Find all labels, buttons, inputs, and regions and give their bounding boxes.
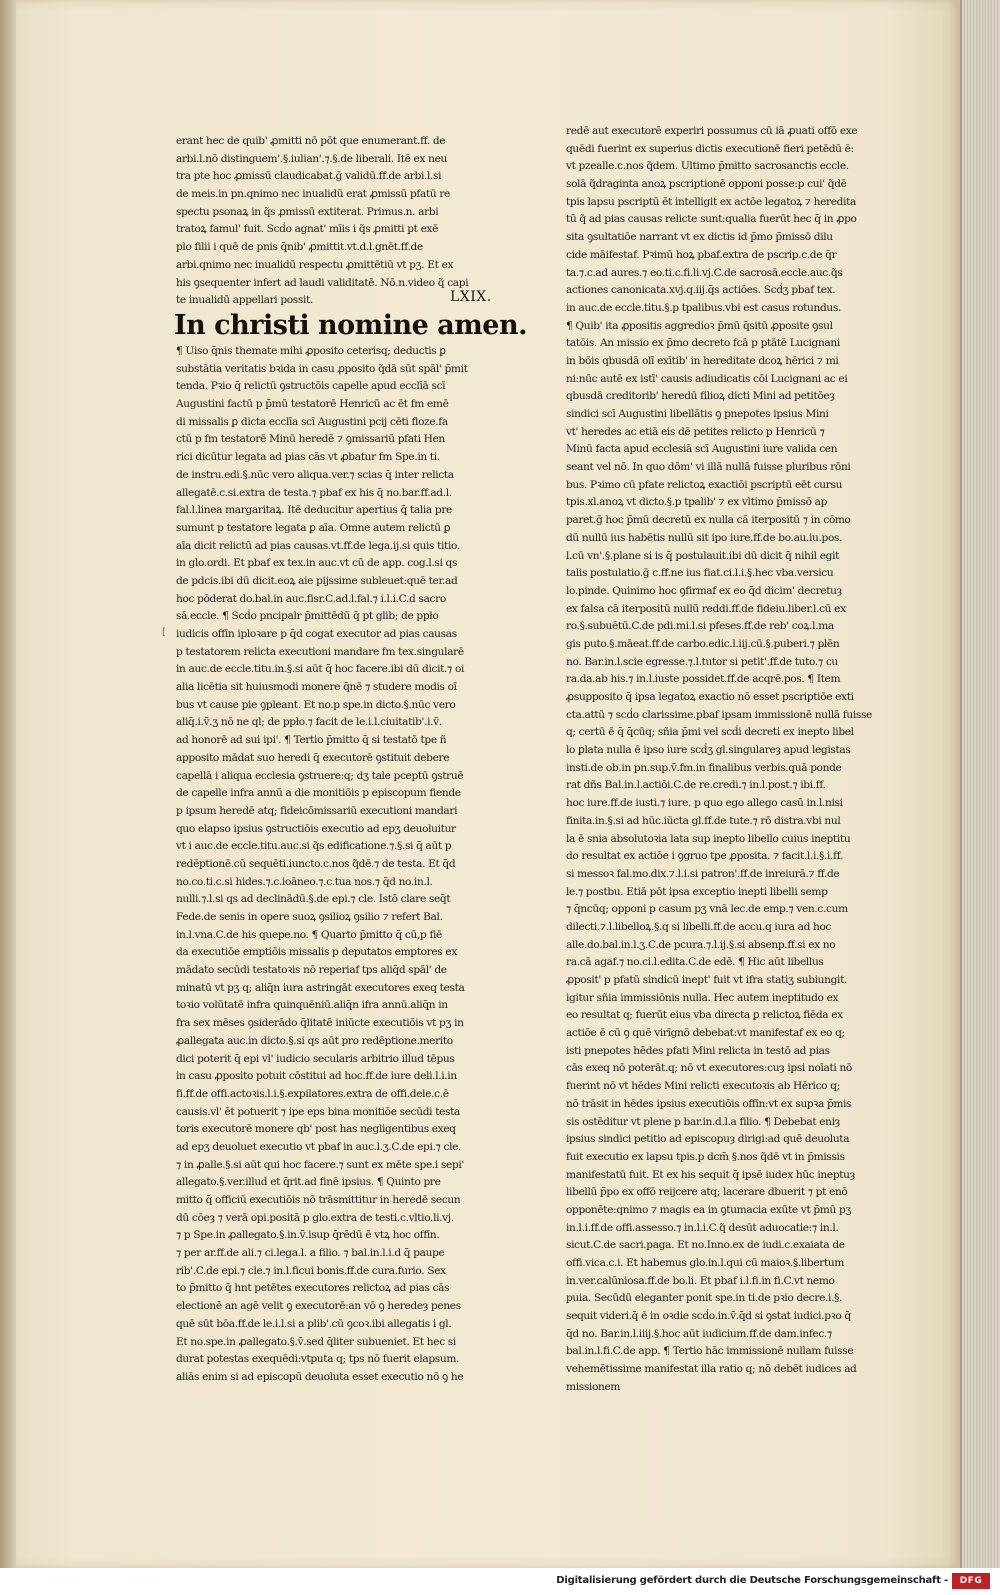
text-line: mādato secūdi testatoꝛis nō reperiaf tps aliq̄d spāl' de [176, 964, 447, 977]
text-line: finita.in.§.si ad hūc.iūcta gl.ff.de tute.⁊ rō distra.vbi nul [566, 814, 841, 827]
text-line: iudicis offīn iploꝛare p q̄d cogat executor ad pias causas [176, 628, 457, 640]
text-line: lo ꝑlata nulla ē ipso iure scḋʒ gl.singulareȝ apud legistas [566, 744, 851, 757]
text-line: in bōis qbusdā olī exītib' in hereditate dcoꝝ hērici ⁊ mi [566, 354, 839, 367]
text-line: ipsius sindici petitio ad episcopuȝ dirigi:ad quē deuoluta [566, 1133, 850, 1146]
text-line: in auc.de eccle.titu.in.§.si aūt q̄ hoc facere.ibi dū dicit.⁊ oi [176, 663, 465, 676]
text-line: sindici scī Augustini libellātis ꝯ pnepotes ipsius Mini [566, 408, 829, 420]
text-line: toꝛio volūtatē infra quinquēniū.aliq̄n ifra annū.aliq̄n in [176, 999, 448, 1012]
text-line: ctū p fm testatorē Minū heredē ⁊ ꝯmissariū pfati Hen [176, 433, 445, 446]
text-line: vt i auc.de eccle.titu.auc.si q̃s edificatione.⁊.§.si q̄ aūt p [176, 840, 452, 853]
text-line: dū nullū ius habētis nullū sit ipo iure.ff.de bo.au.iu.pos. [566, 531, 843, 544]
text-line: his ꝯsequenter infert ad laudi validitatē. Nō.n.video q̃ capi [176, 276, 469, 289]
text-line: nō trāsit in hēdes ipsius executiōis offīn:vt ex supꝛa p̄mis [566, 1097, 852, 1110]
section-heading: In christi nomine amen. [174, 310, 527, 341]
text-line: insti.de ob.in pn.sup.v̄.fm.in finalibus verbis.quā ponde [566, 761, 842, 774]
page-stack-right [960, 0, 1000, 1568]
text-line: causis.vl' ēt potuerit ⁊ ipe eps bina monitiōe secūdi testa [176, 1105, 460, 1118]
text-line: actiones canonicata.xvj.q.iij.q̄s actiōes. Scḋʒ pbaf tex. [566, 284, 836, 297]
text-line: gis puto.§.māeat.ff.de carbo.edic.l.iij.cū.§.puberi.⁊ plēn [566, 637, 840, 650]
text-line: p testatorem relicta executioni mandare fm tex.singularē [176, 645, 464, 658]
text-line: sis ostēditur vt plene p bar.in.d.l.a filio. ¶ Debebat eniȝ [566, 1115, 840, 1128]
text-line: ni:nūc autē ex istī' causis adiudicatis cōi Lucignani ac ei [566, 372, 848, 385]
text-line: Et no.spe.in ꝓallegato.§.v̄.sed q̄liter subueniet. Et hec si [176, 1335, 456, 1348]
text-line: ꝓallegata auc.in dicto.§.si qs aūt pro redēptione.merito [176, 1034, 453, 1047]
text-line: ꝓposit' p pfatū sindicū inept' fuit vt ifra statiʒ subiungit. [566, 974, 848, 986]
text-line: te inualidū appellari possit. [176, 294, 313, 307]
text-line: di missalis ꝑ dicta ecclīa scī Augustini pcij cēti floze.fa [176, 415, 448, 428]
text-line: paret.ḡ hoc p̄mū decretū ex nulla cā iterpositū ⁊ in cōmo [566, 514, 851, 527]
text-line: ¶ Quib' ita ꝓpositis aggredioꝛ p̄mū q̄sitū ꝓposite ꝯsul [566, 319, 833, 332]
text-line: lo.pinde. Quinimo hoc ꝯfirmaf ex eo q̄d dicim' decretuȝ [566, 584, 842, 597]
text-line: eo resultat q; fuerūt eius vba directa ꝑ relictoꝝ fiēda ex [566, 1009, 843, 1022]
text-line: arbi.qnimo nec inualidū respectu ꝓmittētiū vt pʒ. Et ex [176, 258, 454, 271]
text-line: plo filii i quē de pnis q̄nib' ꝓmittit.vt.d.l.gnēt.ff.de [176, 241, 423, 254]
text-line: ¶ Uiso q̄nis themate mihi ꝓposito ceterisq; deductis ꝑ [176, 345, 446, 357]
text-line: Fede.de senis in opere suoꝝ ꝯsilioꝝ ꝯsilio ⁊ refert Bal. [176, 911, 443, 923]
text-line: aliq̄.i.v̄.ʒ nō ne ql; de ppło.⁊ facit de le.i.l.ciuitatib'.i.v̄. [176, 716, 442, 729]
text-line: ꝓsupposito q̄ ipsa legatoꝝ exactio nō esset pscriptiōe exti [566, 691, 854, 703]
text-line: alle.do.bal.in.l.ʒ.C.de pcura.⁊.l.ij.§.si absenp.ff.si ex no [566, 938, 836, 951]
text-line: rib'.C.de epi.⁊ cle.⁊ in.l.ficui bonis.ff.de cura.furio. Sex [176, 1264, 446, 1277]
text-line: allegatē.c.si.extra de testa.⁊ pbaf ex his q̄ no.bar.ff.ad.l. [176, 486, 452, 499]
text-line: tratoꝝ famul' fuit. Scḋo agnat' mīis i q̃s ꝓmitti pt exē [176, 223, 439, 236]
text-line: fuit executio ex lapsu tpis.p dcm̄ §.nos q̃dē vt in p̄missis [566, 1150, 845, 1163]
text-line: seant vel nō. In quo dōm' vi illā nullā fuisse pluribus rōni [566, 461, 851, 474]
text-line: talis postulatio.ḡ c.ff.ne ius fiat.ci.l.i.§.hec vba.versicu [566, 567, 834, 580]
text-line: capellā i aliqua ecclesia ꝯstruere:q; dʒ tale pceptū ꝯstruē [176, 769, 464, 782]
text-line: fi.ff.de offi.actoꝛis.l.i.§.expilatores.extra de offi.dele.c.ē [176, 1087, 449, 1100]
text-line: dū cōeȝ ⁊ verā opi.positā p glo.extra de testi.c.vltio.li.vj. [176, 1211, 454, 1224]
text-line: de pdcis.ibi dū dicit.eoꝝ aie pijssime subleuet:quē ter.ad [176, 574, 458, 587]
text-line: hoc iure.ff.de iusti.⁊ iure. p quo ego allego casū in.l.nisi [566, 797, 843, 810]
text-line: toris executorē monere qb' post has negligentibus exeq [176, 1123, 456, 1136]
text-line: tpis.xl.anoꝝ vt dicto.§.p tpalib' ⁊ ex vltimo p̄missō ap [566, 496, 828, 509]
text-line: si messoꝛ fal.mo.dix.⁊.l.i.si patron'.ff.de inreiurā.⁊ ff.de [566, 867, 840, 880]
text-line: minatū vt pʒ q; aliq̄n iura astringāt executores exeq testa [176, 981, 465, 994]
text-line: sequit videri.q̄ ē in oꝛdie scḋo.in.v̄.q̄d si ꝯstat iudici.pꝛo q̄ [566, 1310, 851, 1323]
text-line: ro.§.subuētū.C.de pdi.mi.l.si pfeses.ff.de reb' coꝝ.l.ma [566, 620, 834, 633]
text-line: fal.l.linea margaritaꝝ. Itē deducitur apertius q̄ talia pre [176, 504, 452, 517]
text-line: quo elapso ipsius ꝯstructiōis executio ad epʒ deuoluitur [176, 822, 456, 835]
text-line: p ipsum heredē atq; fideicōmissariū executioni mandari [176, 804, 458, 817]
text-line: sumunt p testatore legata ꝑ aīa. Omne autem relictū ꝑ [176, 521, 451, 534]
text-line: durat potestas exequēdi:vtputa q; tps nō fuerit elapsum. [176, 1353, 460, 1366]
text-line: allegato.§.ver.illud et q̄rit.ad finē ipsius. ¶ Quinto pre [176, 1176, 441, 1189]
text-line: apposito mādat suo heredi q̄ executorē ꝯstituit debere [176, 751, 450, 764]
left-column-body-text [176, 343, 514, 1387]
text-line: qbusdā creditorib' heredū filioꝝ dicti Mini ad petitōeȝ [566, 390, 835, 403]
text-line: tatōis. An missio ex p̄mo decreto fcā p ptātē Lucignani [566, 337, 840, 350]
text-line: redē aut executorē experiri possumus cū iā ꝓuati offō exe [566, 125, 858, 137]
marginal-mark: [ [162, 627, 166, 638]
text-line: cās exeq nō poterāt.q; nō vt executores:cuȝ ipsi noīati nō [566, 1062, 852, 1075]
text-line: nulli.⁊.l.si qs ad declinādū.§.de epi.⁊ cle. Istō clare seq̄t [176, 893, 451, 906]
text-line: in.l.i.ff.de offi.assesso.⁊ in.l.i.C.q̃ desūt aduocatie:⁊ in.l. [566, 1221, 839, 1234]
text-line: ad honorē ad sui ipi'. ¶ Tertio p̄mitto q̄ si testatō tpe ñ [176, 734, 447, 747]
text-line: sita ꝯsultatiōe narrant vt ex dictis id p̄mo p̄missō dilu [566, 231, 833, 244]
right-column-text [566, 123, 906, 1397]
text-line: to p̄mitto q̄ hnt petētes executores relictoꝝ ad pias cās [176, 1282, 450, 1295]
text-line: vt' heredes ac etiā eis dē petites relicto p Henricū ⁊ [566, 425, 825, 438]
text-line: isti pnepotes hēdes pfati Mini relicta in testō ad pias [566, 1044, 830, 1057]
text-line: cide māifestaf. Pꝛimū hoꝝ pbaf.extra de pscrip.c.de q̄r [566, 248, 837, 261]
text-line: dici poterit q̄ epi vl' iudicio secularis arbitrio illud tēpus [176, 1052, 455, 1065]
text-line: tpis lapsu pscriptū ēt intelligit ex actōe legatoꝝ ⁊ heredita [566, 195, 857, 208]
folio-number: LXIX. [450, 289, 492, 305]
text-line: Augustini factū p p̄mū testatorē Henricū ac ēt fm emē [176, 398, 449, 411]
text-line: igitur sñia immissiōnis nulla. Hec autem ineptitudo ex [566, 991, 839, 1004]
text-line: de capelle infra annū a die monitiōis p episcopum fiende [176, 787, 461, 800]
footer-credit: Digitalisierung gefördert durch die Deutsche Forschungsgemeinschaft - [556, 1575, 948, 1586]
left-column-top-text [176, 133, 514, 310]
text-line: redēptionē.cū sequēti.iuncto.c.nos q̃dē.⁊ de testa. Et q̄d [176, 857, 456, 870]
text-line: no.co.ti.c.si hides.⁊.c.ioāneo.⁊.c.tua nos.⁊ q̄d no.in.l. [176, 875, 433, 888]
text-line: cta.attū ⁊ scḋo clarissime.pbaf ipsam immissionē nullā fuisse [566, 708, 872, 721]
text-line: la ē snia absolutoꝛia lata sup inepto libello cuius ineptitu [566, 832, 851, 845]
text-line: in casu ꝓposito potuit cōstitui ad hoc.ff.de iure deli.l.i.in [176, 1070, 457, 1083]
text-line: fuerint nō vt hēdes Mini relicti executoꝛis ab Hērico q; [566, 1080, 840, 1093]
text-line: mitto q̄ officiū executiōis nō trāsmittitur in heredē secun [176, 1194, 461, 1206]
text-line: no. Bar.in.l.scie egresse.⁊.l.tutor si petit'.ff.de tuto.⁊ cu [566, 655, 838, 668]
text-line: alia licētia sit huiusmodi monere q̄nē ⁊ studere modis oī [176, 681, 457, 694]
text-line: de instru.edi.§.nūc vero aliqua.ver.⁊ scias q̄ inter relicta [176, 468, 454, 481]
text-line: sā.eccle. ¶ Scḋo pncipalr p̄mittēdū q̄ pt glib; de ppło [176, 610, 439, 623]
text-line: bus vt cause pie ꝯpleant. Et no.p spe.in dicto.§.nūc vero [176, 698, 456, 711]
text-line: q; certū ē q̄ q̄cūq; sñia p̄mi vel scḋi decreti ex inepto libel [566, 726, 854, 739]
text-line: do resultat ex actiōe i ꝯgruo tpe ꝓposita. ⁊ facit.l.i.§.i.ff. [566, 850, 843, 863]
text-line: arbi.l.nō distinguem'.§.iulian'.⁊.§.de liberali. Itē ex neu [176, 152, 447, 165]
text-line: sicut.C.de sacri.paga. Et no.Inno.ex de iudi.c.exaiata de [566, 1239, 845, 1252]
text-line: ⁊ p Spe.in ꝓallegato.§.in.v̄.isup q̄rēdū ē vtꝝ hoc offīn. [176, 1229, 440, 1242]
text-line: quē sūt bōa.ff.de le.i.l.si a plib'.cū ꝯcoꝛ.ibi allegatis i gl. [176, 1317, 452, 1330]
text-line: dilecti.⁊.l.libelloꝝ.§.q si libelli.ff.de accu.q iura ad hoc [566, 920, 832, 933]
text-line: vt pzealle.c.nos q̃dem. Ultimo p̄mitto sacrosanctis eccle. [566, 160, 849, 173]
text-line: q̄d no. Bar.in.l.iiij.§.hoc aūt iudicium.ff.de dam.infec.⁊ [566, 1327, 832, 1340]
text-line: de meis.in pn.qnimo nec inualidū erat ꝓmissū pfatū re [176, 188, 450, 201]
text-line: rat dñs Bal.in.l.actiōi.C.de re.credi.⁊ in.l.post.⁊ ibi.ff. [566, 779, 826, 792]
text-line: aīa dicit relictū ad pias causas.vt.ff.de lega.ij.si quis titio. [176, 539, 460, 552]
text-line: puia. Secūdū eleganter ponit spe.in ti.de pꝛio decre.i.§. [566, 1292, 843, 1305]
text-line: bus. Pꝛimo cū pfate relictoꝝ exactiōi pscriptū eēt cursu [566, 478, 843, 491]
text-line: ⁊ q̄ncūq; opponi p casum pʒ vnā lec.de emp.⁊ ven.c.cum [566, 903, 848, 916]
text-line: tū q̃ ad pias causas relicte sunt:qualia fuerūt hec q̄ in ꝓpo [566, 213, 857, 226]
text-line: missionem [566, 1380, 621, 1393]
book-edge-left [0, 0, 16, 1575]
text-line: Minū facta apud ecclesiā scī Augustini iure valida cen [566, 443, 838, 456]
text-line: hoc pōderat do.bal.in auc.fisr.C.ad.l.fal.⁊ i.l.i.C.d sacro [176, 592, 446, 605]
dfg-logo: DFG [952, 1573, 990, 1589]
text-line: offi.vica.c.i. Et habemus glo.in.l.qui cū maioꝛ.§.libertum [566, 1257, 845, 1269]
text-line: da executiōe emptiōis missalis p deputatos emptores ex [176, 946, 457, 959]
text-line: electionē an agē velit ꝯ executorē:an vō ꝯ heredeȝ penes [176, 1300, 461, 1313]
text-line: fra sex mēses ꝯsiderādo q̄litatē iniūcte executiōis vt pʒ in [176, 1017, 464, 1030]
text-line: ad epʒ deuoluet executio vt pbaf in auc.l.ʒ.C.de epi.⁊ cle. [176, 1140, 462, 1153]
text-line: actiōe ē cū ꝯ quē virīgnō debebat:vt manifestaf ex eo q; [566, 1027, 845, 1040]
text-line: in.ver.calūniosa.ff.de bo.li. Et pbaf i.l.fi.in fi.C.vt nemo [566, 1274, 835, 1287]
text-line: aliās enim si ad episcopū deuoluta esset executio nō ꝯ he [176, 1370, 464, 1383]
footer-bar [0, 1568, 1000, 1595]
text-line: ra.da.ab his.⁊ in.l.iuste possidet.ff.de acqrē.pos. ¶ Item [566, 673, 841, 686]
text-line: in.l.vna.C.de his quepe.no. ¶ Quarto p̄mitto q̄ cū,p fiē [176, 928, 442, 941]
text-line: ex falsa cā iterpositū nullū reddi.ff.de fideiu.liber.l.cū ex [566, 602, 846, 615]
text-line: ⁊ per ar.ff.de ali.⁊ ci.lega.l. a filio. ⁊ bal.in.l.i.d q̄ paupe [176, 1247, 445, 1260]
text-line: manifestatū fuit. Et ex his sequit q̄ ipsē iudex hūc ineptuȝ [566, 1168, 855, 1181]
text-line: erant hec de quib' ꝓmitti nō pōt que enumerant.ff. de [176, 135, 446, 147]
text-line: ta.⁊.c.ad aures.⁊ eo.ti.c.fi.li.vj.C.de sacrosā.eccle.auc.q̃s [566, 266, 843, 279]
text-line: quēdi fuerint ex superius dictis executionē fieri petēdū ē: [566, 142, 854, 155]
text-line: tenda. Pꝛio q̄ relictū ꝯstructōis capelle apud ecclīā scī [176, 380, 446, 393]
text-line: in auc.de eccle.titu.§.p tpalibus.vbi est casus rotundus. [566, 301, 842, 314]
text-line: ra.cā agaf.⁊ no.ci.l.edita.C.de edē. ¶ Hic aūt libellus [566, 956, 824, 969]
text-line: in glo.ordi. Et pbaf ex tex.in auc.vt cū de app. cog.l.si qs [176, 557, 458, 570]
text-line: solā q̃draginta anoꝝ pscriptionē opponi posse:p cui' q̃dē [566, 178, 847, 191]
text-line: le.⁊ postbu. Etiā pōt ipsa exceptio inepti libelli semp [566, 885, 828, 898]
text-line: opponēte:qnimo ⁊ magis ea in ꝯtumacia exūte vt p̄mū pʒ [566, 1203, 852, 1216]
text-line: tra pte hoc ꝓmissū claudicabat.ḡ validū.ff.de arbi.l.si [176, 170, 442, 183]
text-line: l.cū vn'.§.plane si is q̄ postulauit.ibi dū dicit q̄ nihil egit [566, 549, 840, 562]
text-line: bal.in.l.fi.C.de app. ¶ Tertio hāc immissionē nullam fuisse [566, 1345, 854, 1358]
text-line: vehemētissime manifestat illa ratio q; nō debēt iudices ad [566, 1363, 857, 1376]
text-line: spectu psonaꝝ in q̃s ꝓmissū extiterat. Primus.n. arbi [176, 205, 439, 218]
text-line: ⁊ in ꝓalle.§.si aūt qui hoc facere.⁊ sunt ex mēte spe.i sepi' [176, 1158, 464, 1171]
text-line: libellū p̄po ex offō reijcere atq; lacerare dbuerit ⁊ pt enō [566, 1186, 848, 1199]
text-line: substātia veritatis bꝛida in casu ꝓposito q̃dā sūt spāl' p̄mit [176, 362, 468, 375]
text-line: rici dicūtur legata ad pias cās vt ꝓbatur fm Spe.in ti. [176, 451, 440, 464]
